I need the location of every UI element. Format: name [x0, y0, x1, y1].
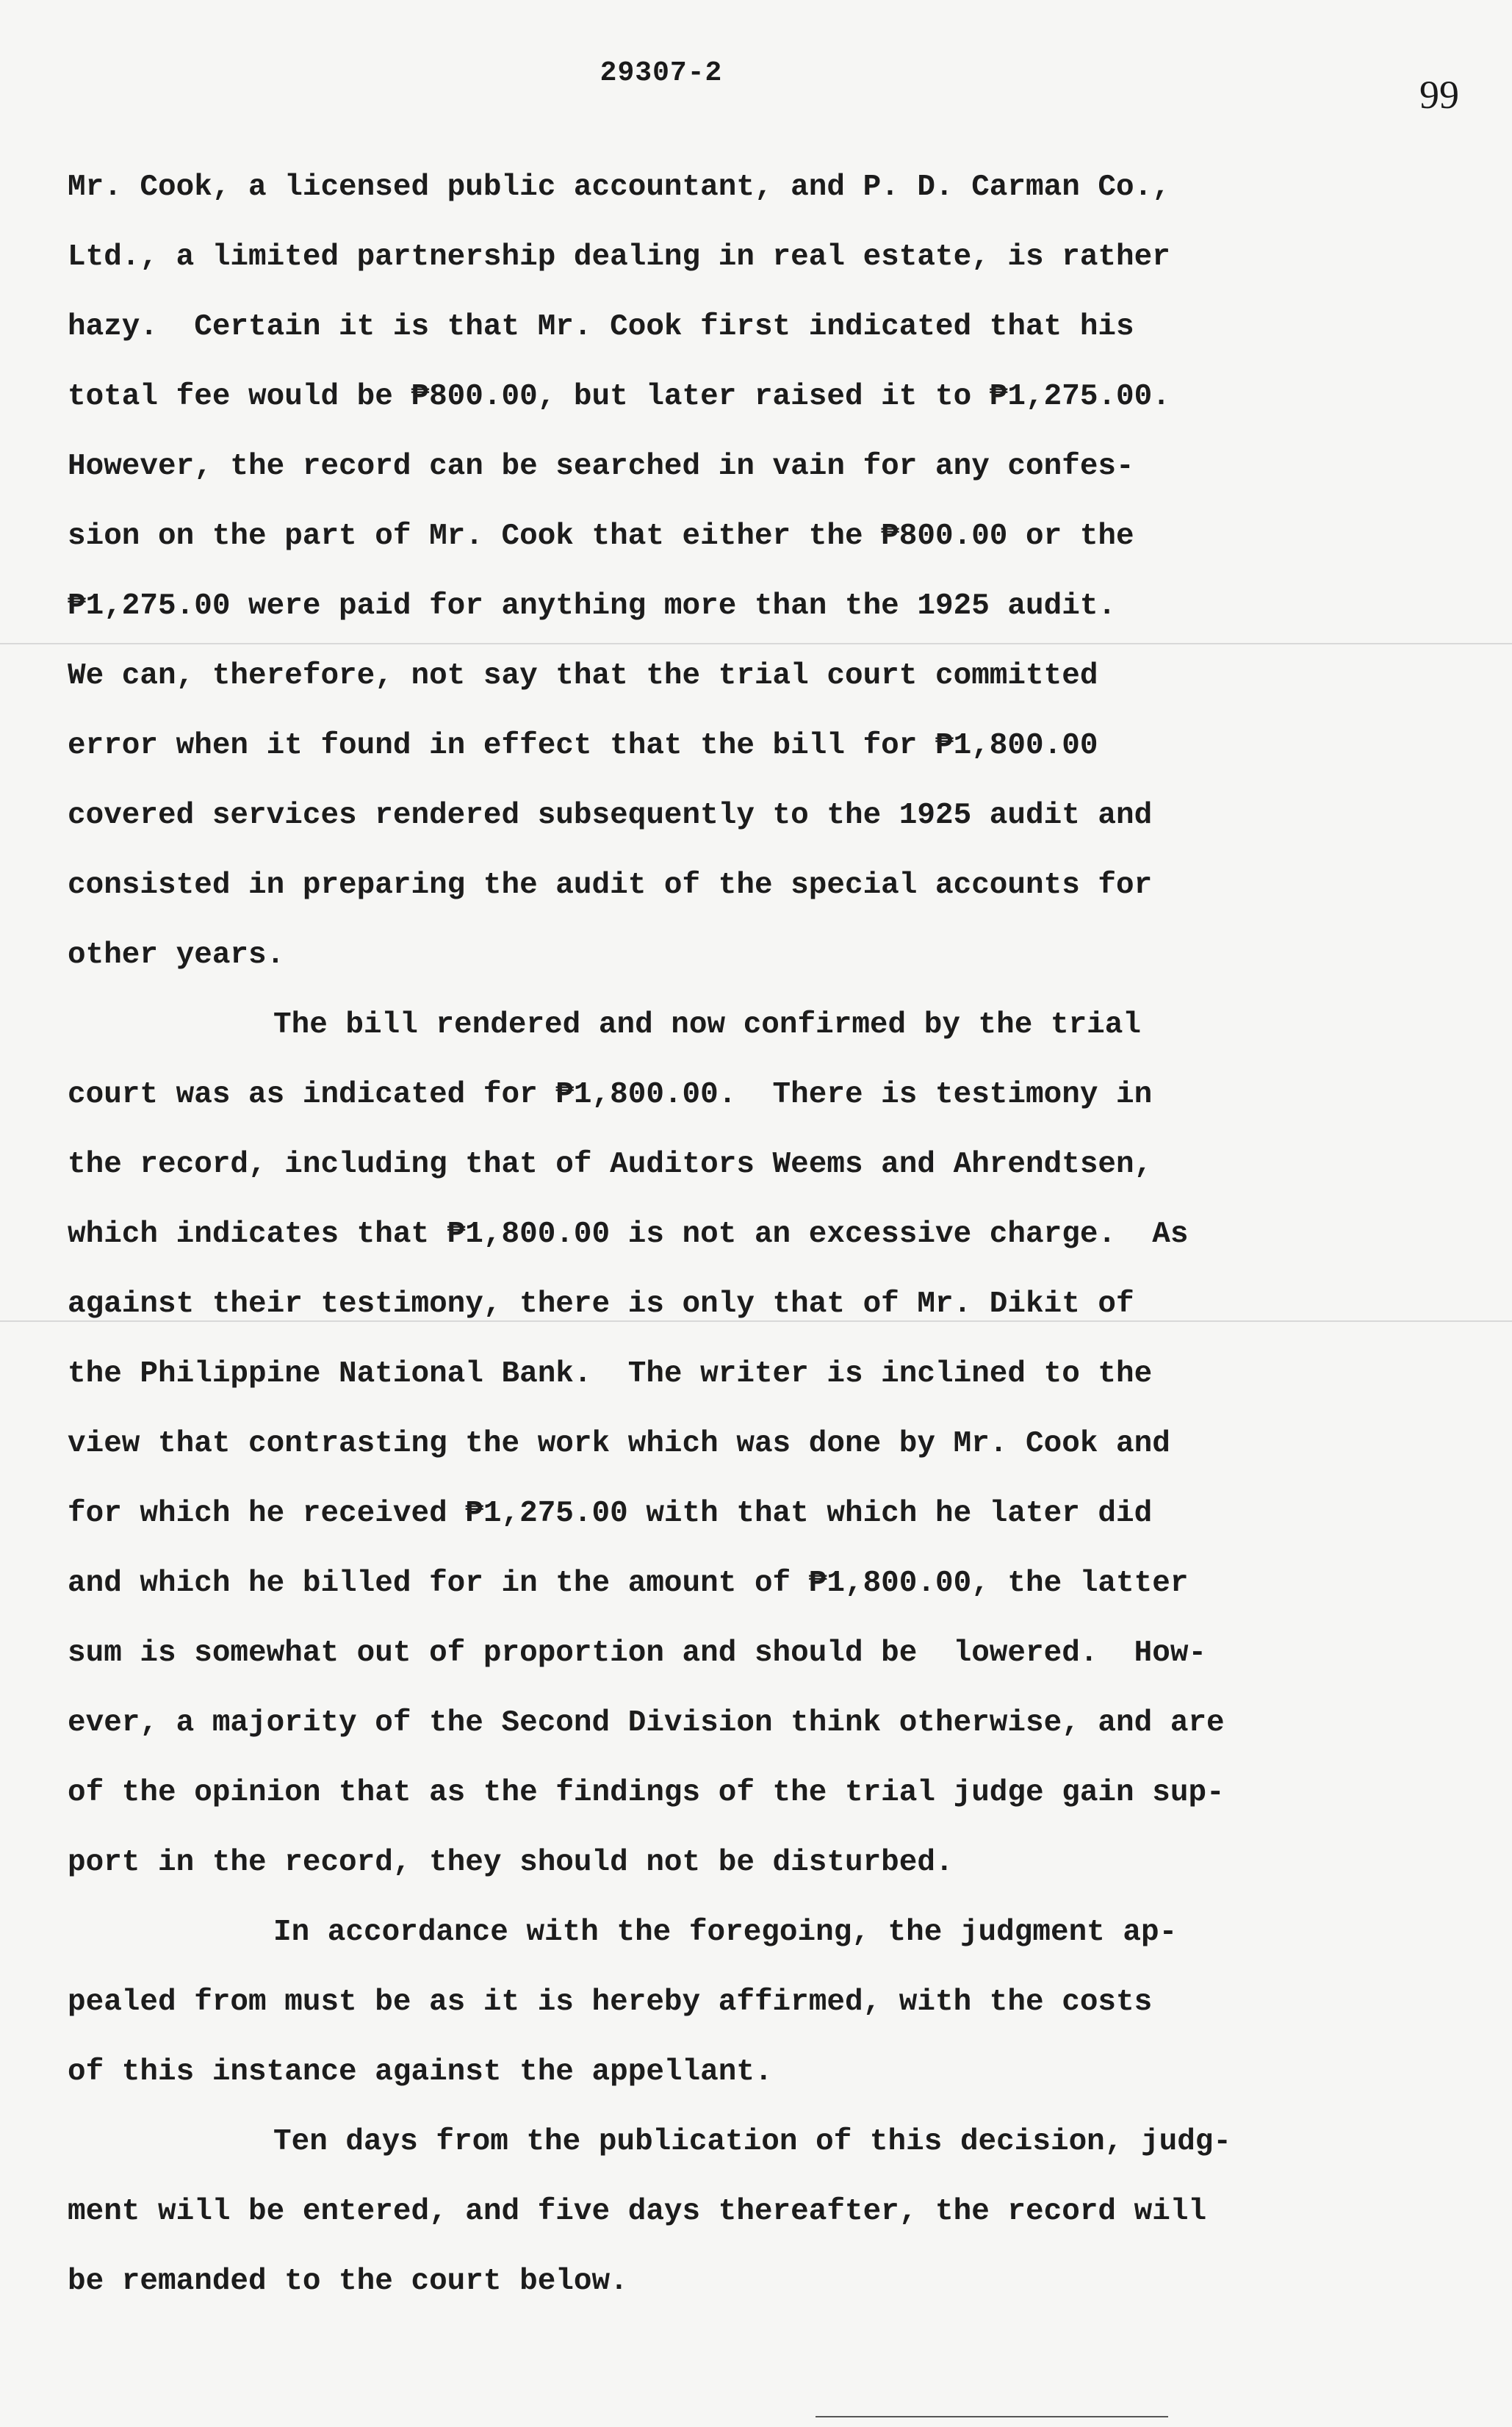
paragraph — [68, 2107, 1390, 2317]
text-line: for which he received ₱1,275.00 with that which he later did — [68, 1497, 1153, 1531]
text-line: be remanded to the court below. — [68, 2265, 628, 2298]
paragraph — [68, 1898, 1390, 2107]
page-number: 99 — [1419, 73, 1459, 117]
paragraph — [68, 990, 1390, 1898]
document-body — [68, 153, 1390, 2317]
paragraph — [68, 153, 1390, 990]
text-line: the Philippine National Bank. The writer is inclined to the — [68, 1357, 1153, 1391]
text-line: ₱1,275.00 were paid for anything more than the 1925 audit. — [68, 589, 1117, 623]
text-line: ever, a majority of the Second Division think otherwise, and are — [68, 1706, 1225, 1740]
text-line: which indicates that ₱1,800.00 is not an excessive charge. As — [68, 1218, 1189, 1251]
text-line: We can, therefore, not say that the trial court committed — [68, 659, 1098, 693]
text-line: total fee would be ₱800.00, but later raised it to ₱1,275.00. — [68, 380, 1170, 414]
text-line: against their testimony, there is only that of Mr. Dikit of — [68, 1287, 1134, 1321]
text-line: hazy. Certain it is that Mr. Cook first indicated that his — [68, 310, 1134, 344]
text-line: of this instance against the appellant. — [68, 2055, 773, 2089]
text-line: of the opinion that as the findings of the trial judge gain sup- — [68, 1776, 1225, 1810]
text-line: Ltd., a limited partnership dealing in real estate, is rather — [68, 240, 1170, 274]
footer-rule — [816, 2416, 1168, 2417]
text-line: view that contrasting the work which was done by Mr. Cook and — [68, 1427, 1170, 1461]
text-line: consisted in preparing the audit of the special accounts for — [68, 869, 1153, 902]
document-number: 29307-2 — [600, 57, 723, 89]
text-line: In accordance with the foregoing, the judgment ap- — [273, 1916, 1178, 1949]
text-line: However, the record can be searched in vain for any confes- — [68, 450, 1134, 483]
text-line: pealed from must be as it is hereby affirmed, with the costs — [68, 1985, 1153, 2019]
text-line: error when it found in effect that the bill for ₱1,800.00 — [68, 729, 1098, 763]
text-line: sum is somewhat out of proportion and should be lowered. How- — [68, 1636, 1207, 1670]
text-line: Mr. Cook, a licensed public accountant, and P. D. Carman Co., — [68, 170, 1170, 204]
text-line: Ten days from the publication of this decision, judg- — [273, 2125, 1232, 2159]
text-line: court was as indicated for ₱1,800.00. There is testimony in — [68, 1078, 1153, 1112]
text-line: sion on the part of Mr. Cook that either the ₱800.00 or the — [68, 519, 1134, 553]
text-line: covered services rendered subsequently to the 1925 audit and — [68, 799, 1153, 833]
text-line: and which he billed for in the amount of ₱1,800.00, the latter — [68, 1567, 1189, 1600]
text-line: ment will be entered, and five days thereafter, the record will — [68, 2195, 1207, 2229]
text-line: port in the record, they should not be disturbed. — [68, 1846, 954, 1880]
text-line: the record, including that of Auditors Weems and Ahrendtsen, — [68, 1148, 1153, 1182]
text-line: other years. — [68, 938, 285, 972]
text-line: The bill rendered and now confirmed by the trial — [273, 1008, 1141, 1042]
